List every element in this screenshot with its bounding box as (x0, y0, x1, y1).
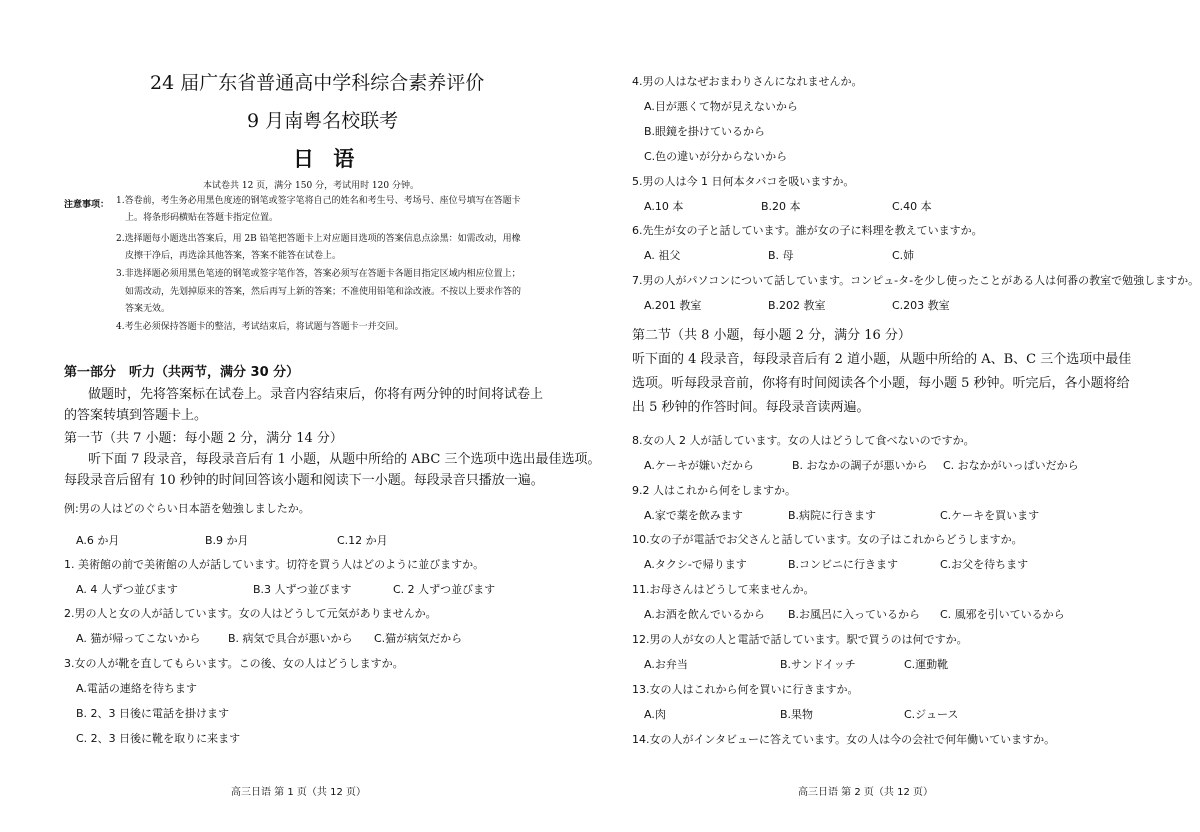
option-b: B.3 人ずつ並びます (253, 583, 352, 596)
option-b: B.コンビニに行きます (788, 558, 899, 571)
option-a: A.電話の連絡を待ちます (76, 682, 197, 695)
note-line: 皮擦干净后，再选涂其他答案，答案不能答在试卷上。 (125, 251, 342, 261)
option-c: C.色の違いが分からないから (644, 150, 788, 163)
option-c: C.運動靴 (904, 658, 949, 671)
option-b: B.サンドイッチ (780, 658, 856, 671)
question-2: 2.男の人と女の人が話しています。女の人はどうして元気がありませんか。 (64, 607, 437, 620)
note-line: 如需改动，先划掉原来的答案，然后再写上新的答案；不准使用铅笔和涂改液。不按以上要求作答的 (125, 287, 522, 297)
instruction-line: 出 5 秒钟的作答时间。每段录音读两遍。 (632, 400, 870, 415)
question-13: 13.女の人はこれから何を買いに行きますか。 (632, 683, 859, 696)
question-1: 1. 美術館の前で美術館の人が話しています。切符を買う人はどのように並びますか。 (64, 558, 485, 571)
option-b: B. 病気で具合が悪いから (228, 632, 353, 645)
page-right (600, 0, 1200, 832)
option-a: A.目が悪くて物が見えないから (644, 100, 798, 113)
question-10: 10.女の子が電話でお父さんと話しています。女の子はこれからどうしますか。 (632, 533, 1023, 546)
question-9: 9.2 人はこれから何をしますか。 (632, 484, 796, 497)
instruction-line: 每段录音后留有 10 秒钟的时间回答该小题和阅读下一小题。每段录音只播放一遍。 (64, 473, 544, 488)
option-b: B.202 教室 (768, 299, 826, 312)
option-c: C.203 教室 (892, 299, 950, 312)
option-c: C.お父を待ちます (940, 558, 1029, 571)
option-c: C.猫が病気だから (374, 632, 463, 645)
option-a: A.肉 (644, 708, 666, 721)
note-line: 上。将条形码横贴在答题卡指定位置。 (125, 213, 279, 223)
option-a: A.タクシ-で帰ります (644, 558, 747, 571)
option-c: C.ケーキを買います (940, 509, 1040, 522)
option-a: A.6 か月 (76, 534, 120, 547)
option-b: B. 2、3 日後に電話を掛けます (76, 707, 230, 720)
note-line: 答案无效。 (125, 304, 171, 314)
option-a: A. 祖父 (644, 249, 681, 262)
part-heading: 第一部分 听力（共两节，满分 30 分） (64, 365, 300, 380)
option-a: A.家で薬を飲みます (644, 509, 743, 522)
instruction-line: 听下面 7 段录音，每段录音后有 1 小题，从题中所给的 ABC 三个选项中选出最佳选项。 (88, 452, 601, 467)
notice-label: 注意事项： (64, 200, 110, 210)
option-b: B.眼鏡を掛けているから (644, 125, 766, 138)
option-a: A.10 本 (644, 200, 684, 213)
note-line: 3.非选择题必须用黑色笔迹的钢笔或签字笔作答，答案必须写在答题卡各题目指定区域内相应位置上； (116, 269, 521, 279)
note-line: 4.考生必须保持答题卡的整洁，考试结束后，将试题与答题卡一并交回。 (116, 322, 404, 332)
question-8: 8.女の人 2 人が話しています。女の人はどうして食べないのですか。 (632, 434, 975, 447)
option-c: C. 2 人ずつ並びます (393, 583, 496, 596)
question-7: 7.男の人がパソコンについて話しています。コンピュ-タ-を少し使ったことがある人は何番の教室で勉強しますか。 (632, 274, 1200, 287)
option-b: B.9 か月 (205, 534, 249, 547)
option-a: A. 4 人ずつ並びます (76, 583, 178, 596)
option-c: C.12 か月 (337, 534, 388, 547)
example-question: 例:男の人はどのぐらい日本語を勉強しましたか。 (64, 502, 310, 515)
question-6: 6.先生が女の子と話しています。誰が女の子に料理を教えていますか。 (632, 224, 983, 237)
question-14: 14.女の人がインタビューに答えています。女の人は今の会社で何年働いていますか。 (632, 733, 1056, 746)
option-b: B.20 本 (761, 200, 801, 213)
section-heading: 第二节（共 8 小题，每小题 2 分，满分 16 分） (632, 328, 911, 343)
option-c: C. おなかがいっぱいだから (943, 459, 1079, 472)
exam-title: 24 届广东省普通高中学科综合素养评价 (150, 72, 485, 94)
option-c: C.姉 (892, 249, 915, 262)
exam-info: 本试卷共 12 页，满分 150 分，考试用时 120 分钟。 (203, 181, 419, 191)
option-b: B.病院に行きます (788, 509, 877, 522)
note-line: 2.选择题每小题选出答案后，用 2B 铅笔把答题卡上对应题目选项的答案信息点涂黑：如需改动，用橡 (116, 234, 521, 244)
option-a: A.お弁当 (644, 658, 688, 671)
option-c: C. 風邪を引いているから (940, 608, 1065, 621)
option-b: B. おなかの調子が悪いから (792, 459, 928, 472)
option-c: C. 2、3 日後に靴を取りに来ます (76, 732, 241, 745)
question-12: 12.男の人が女の人と電話で話しています。駅で買うのは何ですか。 (632, 633, 968, 646)
instruction-line: 听下面的 4 段录音，每段录音后有 2 道小题，从题中所给的 A、B、C 三个选项中最佳 (632, 352, 1132, 367)
instruction-line: 做题时，先将答案标在试卷上。录音内容结束后，你将有两分钟的时间将试卷上 (88, 387, 544, 402)
option-a: A.お酒を飲んでいるから (644, 608, 765, 621)
option-a: A.201 教室 (644, 299, 702, 312)
question-5: 5.男の人は今 1 日何本タバコを吸いますか。 (632, 175, 855, 188)
option-a: A.ケーキが嫌いだから (644, 459, 754, 472)
question-3: 3.女の人が靴を直してもらいます。この後、女の人はどうしますか。 (64, 657, 404, 670)
section-heading: 第一节（共 7 小题：每小题 2 分，满分 14 分） (64, 431, 343, 446)
question-4: 4.男の人はなぜおまわりさんになれませんか。 (632, 75, 863, 88)
exam-subtitle: 9 月南粤名校联考 (247, 110, 399, 132)
option-b: B.果物 (780, 708, 814, 721)
option-c: C.40 本 (892, 200, 932, 213)
instruction-line: 的答案转填到答题卡上。 (64, 408, 208, 423)
option-a: A. 猫が帰ってこないから (76, 632, 201, 645)
note-line: 1.答卷前，考生务必用黑色度迹的钢笔或签字笔将自己的姓名和考生号、考场号、座位号填写在答题卡 (116, 196, 521, 206)
option-b: B.お風呂に入っているから (788, 608, 921, 621)
page-footer: 高三日语 第 1 页（共 12 页） (231, 787, 366, 798)
question-11: 11.お母さんはどうして来ませんか。 (632, 583, 815, 596)
option-c: C.ジュース (904, 708, 959, 721)
instruction-line: 选项。听每段录音前，你将有时间阅读各个小题，每小题 5 秒钟。听完后，各小题将给 (632, 376, 1130, 391)
page-footer: 高三日语 第 2 页（共 12 页） (798, 787, 933, 798)
subject-title: 日 语 (293, 147, 361, 171)
option-b: B. 母 (768, 249, 794, 262)
